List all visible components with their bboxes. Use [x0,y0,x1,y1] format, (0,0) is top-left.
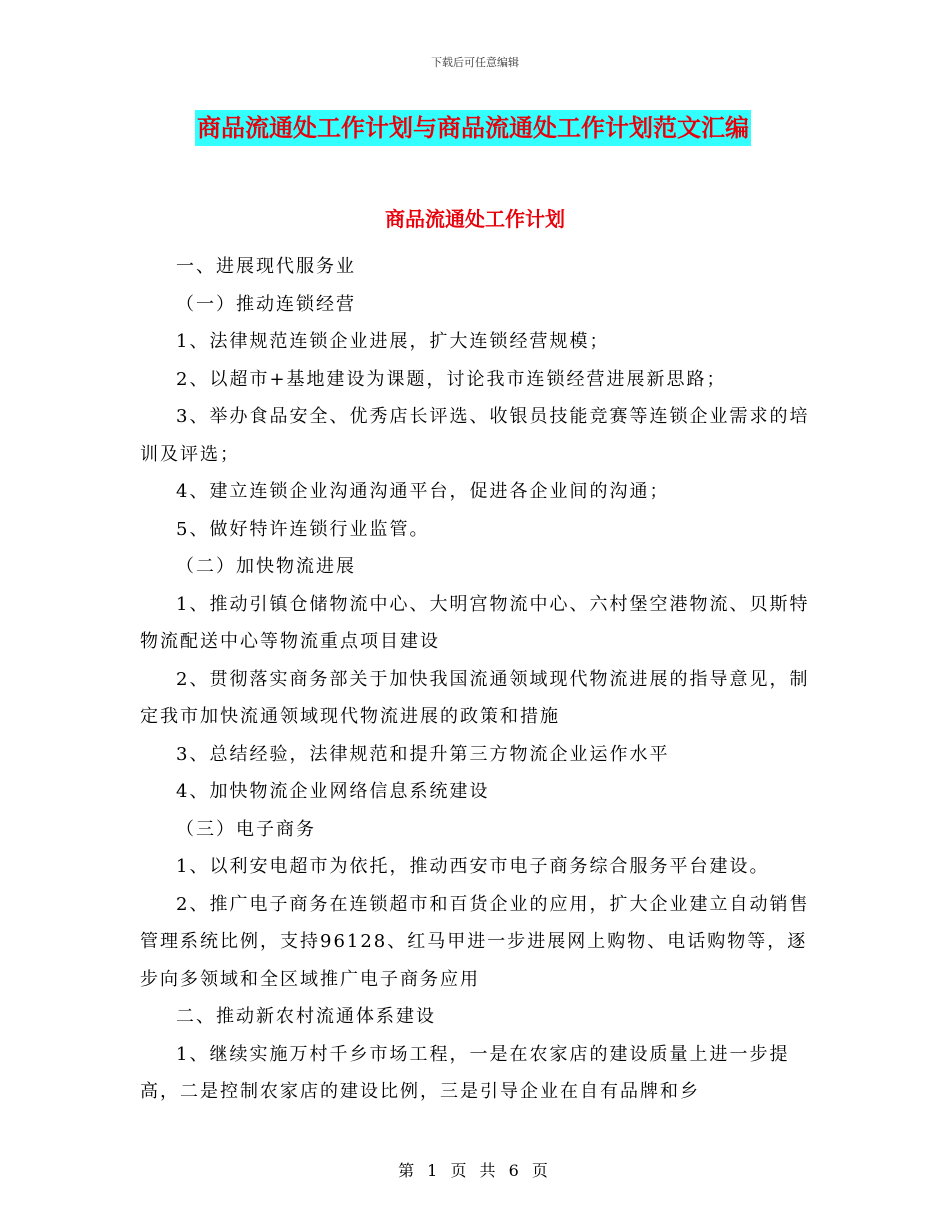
page-footer-number: 第 1 页 共 6 页 [398,1161,552,1180]
paragraph: 4、建立连锁企业沟通沟通平台，促进各企业间的沟通； [176,481,670,502]
document-main-title: 商品流通处工作计划与商品流通处工作计划范文汇编 [195,110,751,146]
paragraph: 1、以利安电超市为依托，推动西安市电子商务综合服务平台建设。 [176,856,770,877]
paragraph: （三）电子商务 [176,818,316,840]
paragraph: 3、总结经验，法律规范和提升第三方物流企业运作水平 [176,743,670,765]
paragraph: 5、做好特许连锁行业监管。 [176,518,430,540]
paragraph: 4、加快物流企业网络信息系统建设 [176,781,490,802]
paragraph: 二、推动新农村流通体系建设 [176,1006,436,1027]
section-title: 商品流通处工作计划 [385,207,565,231]
paragraph: 1、法律规范连锁企业进展，扩大连锁经营规模； [176,331,610,352]
paragraph: 2、以超市+基地建设为课题，讨论我市连锁经营进展新思路； [176,368,727,390]
paragraph: 3、举办食品安全、优秀店长评选、收银员技能竞赛等连锁企业需求的培训及评选； [140,406,810,465]
document-body [140,248,810,1111]
paragraph: （一）推动连锁经营 [176,293,356,315]
paragraph: 一、进展现代服务业 [176,256,356,277]
page-header-note: 下载后可任意编辑 [431,56,519,69]
paragraph: 1、继续实施万村千乡市场工程，一是在农家店的建设质量上进一步提高，二是控制农家店的建设比例，三是引导企业在自有品牌和乡 [140,1043,790,1102]
paragraph: 2、贯彻落实商务部关于加快我国流通领域现代物流进展的指导意见，制定我市加快流通领域现代物流进展的政策和措施 [140,668,810,727]
paragraph: （二）加快物流进展 [176,556,356,577]
paragraph: 2、推广电子商务在连锁超市和百货企业的应用，扩大企业建立自动销售管理系统比例，支持96128、红马甲进一步进展网上购物、电话购物等，逐步向多领域和全区域推广电子商务应用 [140,893,810,990]
paragraph: 1、推动引镇仓储物流中心、大明宫物流中心、六村堡空港物流、贝斯特物流配送中心等物流重点项目建设 [140,593,810,652]
